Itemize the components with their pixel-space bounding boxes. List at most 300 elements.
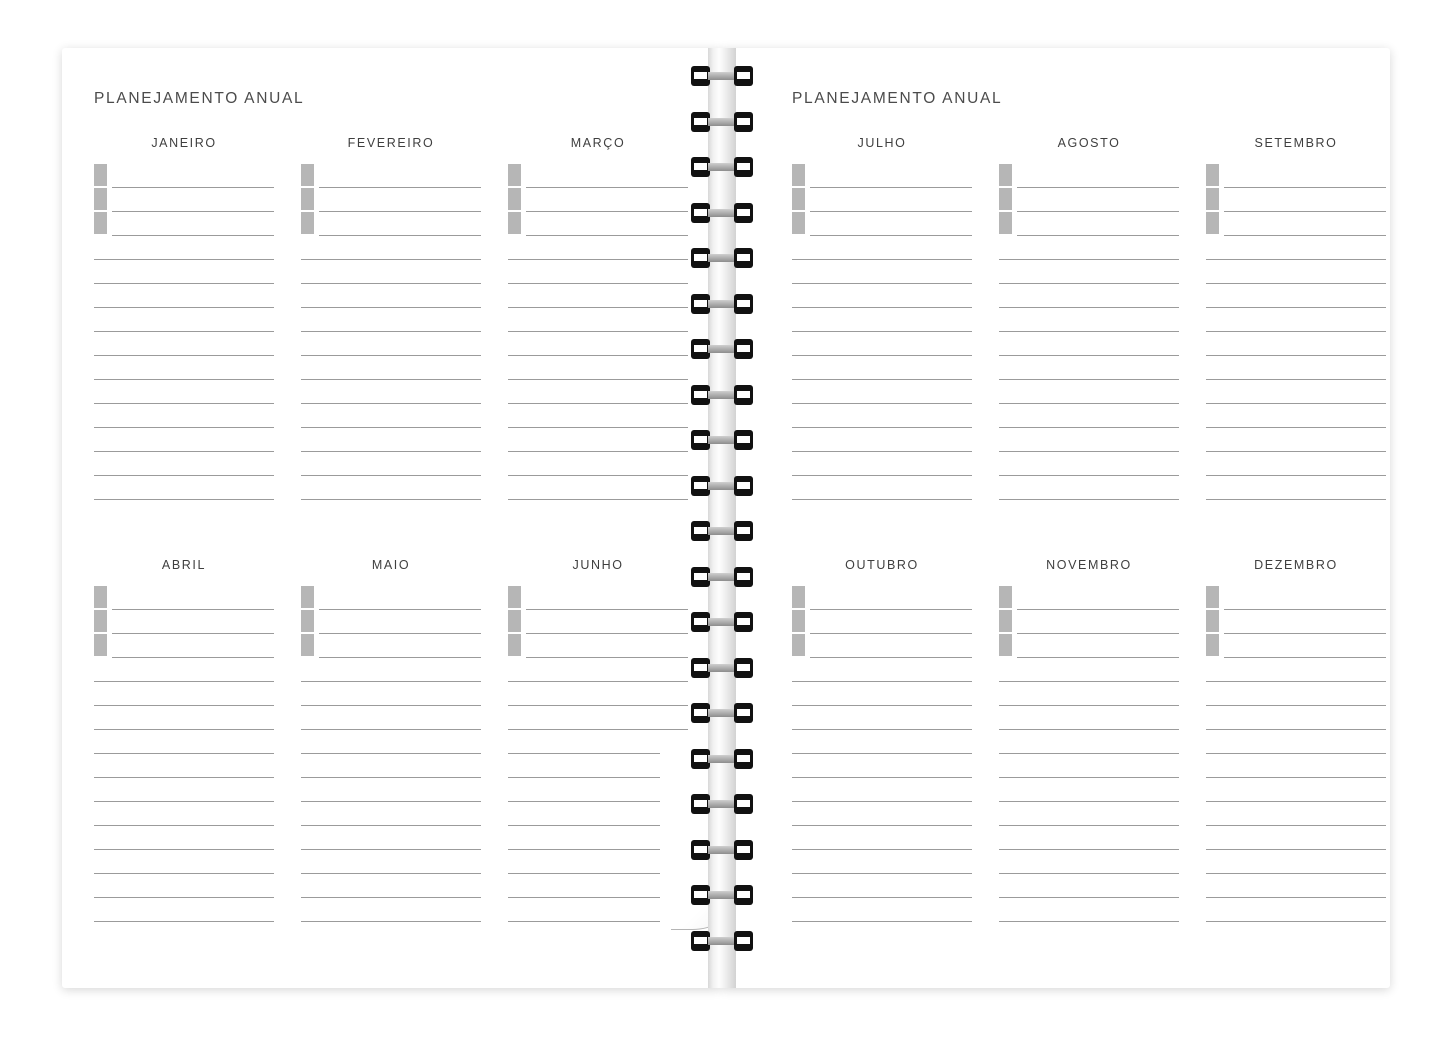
write-line[interactable] (1206, 874, 1386, 898)
month-lines[interactable] (94, 586, 274, 922)
tab-segment (508, 164, 521, 186)
write-line[interactable] (810, 212, 972, 236)
tab-segment (508, 212, 521, 234)
spiral-coil-right (734, 612, 753, 632)
write-line[interactable] (792, 452, 972, 476)
write-line[interactable] (301, 380, 481, 404)
month-tab-block (999, 164, 1012, 236)
spiral-coil (691, 294, 753, 314)
write-line[interactable] (1206, 428, 1386, 452)
write-line[interactable] (94, 706, 274, 730)
spiral-coil-right (734, 385, 753, 405)
tab-segment (94, 634, 107, 656)
write-line[interactable] (94, 826, 274, 850)
write-line[interactable] (112, 212, 274, 236)
spiral-coil (691, 521, 753, 541)
write-line[interactable] (301, 476, 481, 500)
month-row-right-top (792, 136, 1386, 500)
write-line[interactable] (94, 236, 274, 260)
write-line[interactable] (792, 308, 972, 332)
write-line[interactable] (94, 284, 274, 308)
write-line[interactable] (526, 164, 688, 188)
write-line[interactable] (508, 802, 688, 826)
write-line[interactable] (319, 586, 481, 610)
spiral-coil (691, 112, 753, 132)
tab-segment (94, 586, 107, 608)
write-line[interactable] (301, 404, 481, 428)
write-line[interactable] (792, 874, 972, 898)
write-line[interactable] (1206, 356, 1386, 380)
write-line[interactable] (1206, 682, 1386, 706)
spiral-coil (691, 430, 753, 450)
spiral-coil-bar (708, 391, 736, 399)
write-line[interactable] (999, 308, 1179, 332)
write-line[interactable] (1206, 658, 1386, 682)
spiral-coil-bar (708, 482, 736, 490)
write-line[interactable] (1206, 284, 1386, 308)
spiral-coil (691, 203, 753, 223)
write-line[interactable] (792, 236, 972, 260)
spiral-coil-bar (708, 800, 736, 808)
spiral-coil-bar (708, 163, 736, 171)
tab-segment (508, 610, 521, 632)
write-line[interactable] (301, 850, 481, 874)
month-label: JUNHO (572, 558, 624, 572)
month-block-julho (792, 136, 972, 500)
write-line[interactable] (792, 850, 972, 874)
month-tab-block (999, 586, 1012, 658)
spiral-coil-right (734, 521, 753, 541)
tab-segment (508, 188, 521, 210)
write-line[interactable] (999, 332, 1179, 356)
write-line[interactable] (508, 380, 688, 404)
write-line[interactable] (1224, 634, 1386, 658)
write-line[interactable] (792, 730, 972, 754)
spiral-coil (691, 385, 753, 405)
write-line[interactable] (1017, 164, 1179, 188)
write-line[interactable] (792, 802, 972, 826)
tab-segment (1206, 586, 1219, 608)
write-line[interactable] (301, 308, 481, 332)
write-line[interactable] (999, 356, 1179, 380)
month-tab-block (1206, 586, 1219, 658)
write-line[interactable] (792, 778, 972, 802)
spiral-coil (691, 749, 753, 769)
write-line[interactable] (999, 658, 1179, 682)
write-line[interactable] (301, 284, 481, 308)
write-line[interactable] (999, 404, 1179, 428)
spiral-coil-bar (708, 300, 736, 308)
write-line[interactable] (94, 730, 274, 754)
write-line[interactable] (1017, 212, 1179, 236)
spiral-coil (691, 157, 753, 177)
month-tab-block (508, 586, 521, 658)
write-line[interactable] (508, 778, 688, 802)
write-line[interactable] (1206, 260, 1386, 284)
write-line[interactable] (526, 610, 688, 634)
write-line[interactable] (94, 380, 274, 404)
spiral-coil (691, 248, 753, 268)
spiral-coil-right (734, 66, 753, 86)
month-label: MARÇO (570, 136, 626, 150)
tab-segment (792, 212, 805, 234)
tab-segment (1206, 212, 1219, 234)
month-row-right-bottom (792, 558, 1386, 922)
write-line[interactable] (999, 380, 1179, 404)
write-line[interactable] (301, 236, 481, 260)
write-line[interactable] (999, 476, 1179, 500)
spiral-coil-right (734, 658, 753, 678)
spiral-coil-right (734, 840, 753, 860)
tab-segment (999, 164, 1012, 186)
write-line[interactable] (1017, 634, 1179, 658)
spiral-coil-bar (708, 345, 736, 353)
write-line[interactable] (1206, 754, 1386, 778)
write-line[interactable] (810, 586, 972, 610)
spiral-coil-bar (708, 709, 736, 717)
write-line[interactable] (1224, 212, 1386, 236)
month-lines[interactable] (508, 164, 688, 500)
spiral-coil-right (734, 112, 753, 132)
write-line[interactable] (810, 610, 972, 634)
write-line[interactable] (1017, 586, 1179, 610)
write-line[interactable] (1017, 610, 1179, 634)
month-lines[interactable] (94, 164, 274, 500)
write-line[interactable] (94, 260, 274, 284)
write-line[interactable] (301, 682, 481, 706)
month-lines[interactable] (999, 164, 1179, 500)
write-line[interactable] (810, 164, 972, 188)
write-line[interactable] (999, 428, 1179, 452)
write-line[interactable] (999, 706, 1179, 730)
write-line[interactable] (319, 610, 481, 634)
write-line[interactable] (94, 404, 274, 428)
write-line[interactable] (1206, 850, 1386, 874)
write-line[interactable] (508, 428, 688, 452)
tab-segment (508, 586, 521, 608)
spiral-coil (691, 703, 753, 723)
write-line[interactable] (526, 586, 688, 610)
write-line[interactable] (810, 188, 972, 212)
write-line[interactable] (94, 452, 274, 476)
write-line[interactable] (810, 634, 972, 658)
month-block-agosto (999, 136, 1179, 500)
write-line[interactable] (1224, 164, 1386, 188)
write-line[interactable] (1206, 380, 1386, 404)
write-line[interactable] (1206, 332, 1386, 356)
spiral-coil-right (734, 476, 753, 496)
write-line[interactable] (792, 754, 972, 778)
write-line[interactable] (792, 404, 972, 428)
month-label: JULHO (857, 136, 907, 150)
write-line[interactable] (301, 898, 481, 922)
write-line[interactable] (792, 476, 972, 500)
write-line[interactable] (94, 778, 274, 802)
write-line[interactable] (1224, 188, 1386, 212)
write-line[interactable] (508, 874, 688, 898)
month-lines[interactable] (792, 586, 972, 922)
write-line[interactable] (1206, 452, 1386, 476)
spiral-coil (691, 567, 753, 587)
write-line[interactable] (319, 188, 481, 212)
month-block-fevereiro (301, 136, 481, 500)
spiral-coil (691, 476, 753, 496)
write-line[interactable] (792, 658, 972, 682)
month-lines[interactable] (1206, 586, 1386, 922)
write-line[interactable] (301, 452, 481, 476)
tab-segment (999, 188, 1012, 210)
write-line[interactable] (301, 778, 481, 802)
write-line[interactable] (792, 706, 972, 730)
spiral-coil-bar (708, 846, 736, 854)
spiral-coil-bar (708, 937, 736, 945)
write-line[interactable] (999, 452, 1179, 476)
write-line[interactable] (94, 682, 274, 706)
write-line[interactable] (508, 706, 688, 730)
write-line[interactable] (792, 428, 972, 452)
write-line[interactable] (94, 898, 274, 922)
tab-segment (94, 212, 107, 234)
write-line[interactable] (999, 236, 1179, 260)
month-row-left-bottom (94, 558, 688, 922)
write-line[interactable] (999, 898, 1179, 922)
write-line[interactable] (1206, 706, 1386, 730)
tab-segment (1206, 188, 1219, 210)
spiral-coil-right (734, 157, 753, 177)
month-tab-block (94, 586, 107, 658)
month-block-dezembro (1206, 558, 1386, 922)
month-tab-block (792, 164, 805, 236)
write-line[interactable] (1224, 586, 1386, 610)
month-label: ABRIL (161, 558, 207, 572)
month-lines[interactable] (301, 586, 481, 922)
spiral-coil-right (734, 931, 753, 951)
tab-segment (1206, 610, 1219, 632)
write-line[interactable] (999, 260, 1179, 284)
month-label: AGOSTO (1057, 136, 1121, 150)
write-line[interactable] (999, 874, 1179, 898)
month-lines[interactable] (792, 164, 972, 500)
write-line[interactable] (112, 188, 274, 212)
write-line[interactable] (999, 284, 1179, 308)
month-block-abril (94, 558, 274, 922)
write-line[interactable] (508, 236, 688, 260)
month-tab-block (301, 586, 314, 658)
write-line[interactable] (1206, 898, 1386, 922)
write-line[interactable] (94, 308, 274, 332)
month-block-novembro (999, 558, 1179, 922)
write-line[interactable] (792, 284, 972, 308)
spiral-coil-bar (708, 209, 736, 217)
spiral-coil-bar (708, 573, 736, 581)
page-title-left: PLANEJAMENTO ANUAL (94, 90, 305, 107)
spiral-coil-bar (708, 436, 736, 444)
month-tab-block (94, 164, 107, 236)
spiral-coil (691, 612, 753, 632)
spiral-coil-bar (708, 254, 736, 262)
write-line[interactable] (508, 730, 688, 754)
month-label: JANEIRO (151, 136, 217, 150)
write-line[interactable] (94, 874, 274, 898)
write-line[interactable] (319, 212, 481, 236)
tab-segment (94, 188, 107, 210)
write-line[interactable] (94, 356, 274, 380)
spiral-coil-bar (708, 72, 736, 80)
tab-segment (792, 586, 805, 608)
write-line[interactable] (999, 754, 1179, 778)
tab-segment (1206, 634, 1219, 656)
write-line[interactable] (999, 682, 1179, 706)
write-line[interactable] (301, 754, 481, 778)
write-line[interactable] (301, 356, 481, 380)
write-line[interactable] (94, 332, 274, 356)
spiral-coil-right (734, 294, 753, 314)
spiral-coil (691, 658, 753, 678)
write-line[interactable] (1206, 476, 1386, 500)
page-title-right: PLANEJAMENTO ANUAL (792, 90, 1003, 107)
tab-segment (792, 634, 805, 656)
month-lines[interactable] (301, 164, 481, 500)
write-line[interactable] (508, 898, 688, 922)
write-line[interactable] (1224, 610, 1386, 634)
tab-segment (792, 610, 805, 632)
month-tab-block (508, 164, 521, 236)
write-line[interactable] (526, 188, 688, 212)
spiral-coil-bar (708, 891, 736, 899)
write-line[interactable] (508, 452, 688, 476)
write-line[interactable] (94, 754, 274, 778)
month-block-maio (301, 558, 481, 922)
write-line[interactable] (792, 260, 972, 284)
spiral-coil-right (734, 749, 753, 769)
write-line[interactable] (526, 634, 688, 658)
write-line[interactable] (301, 658, 481, 682)
month-lines[interactable] (508, 586, 688, 922)
month-label: MAIO (371, 558, 411, 572)
planner-page-left (62, 48, 720, 988)
write-line[interactable] (1206, 308, 1386, 332)
write-line[interactable] (792, 898, 972, 922)
write-line[interactable] (792, 356, 972, 380)
write-line[interactable] (94, 476, 274, 500)
month-lines[interactable] (1206, 164, 1386, 500)
month-block-junho (508, 558, 688, 922)
tab-segment (1206, 164, 1219, 186)
spiral-coil-right (734, 248, 753, 268)
write-line[interactable] (508, 476, 688, 500)
tab-segment (792, 164, 805, 186)
write-line[interactable] (508, 682, 688, 706)
spiral-coil-bar (708, 755, 736, 763)
write-line[interactable] (792, 826, 972, 850)
spiral-coil-right (734, 703, 753, 723)
tab-segment (301, 212, 314, 234)
write-line[interactable] (301, 730, 481, 754)
write-line[interactable] (301, 428, 481, 452)
spiral-coil-right (734, 339, 753, 359)
write-line[interactable] (792, 682, 972, 706)
write-line[interactable] (301, 706, 481, 730)
month-label: FEVEREIRO (347, 136, 435, 150)
write-line[interactable] (94, 658, 274, 682)
month-tab-block (301, 164, 314, 236)
spiral-coil-right (734, 203, 753, 223)
write-line[interactable] (94, 802, 274, 826)
spiral-coil-right (734, 794, 753, 814)
month-tab-block (1206, 164, 1219, 236)
month-row-left-top (94, 136, 688, 500)
write-line[interactable] (319, 634, 481, 658)
month-lines[interactable] (999, 586, 1179, 922)
write-line[interactable] (112, 586, 274, 610)
write-line[interactable] (999, 730, 1179, 754)
write-line[interactable] (508, 850, 688, 874)
write-line[interactable] (792, 332, 972, 356)
write-line[interactable] (112, 164, 274, 188)
month-label: OUTUBRO (845, 558, 919, 572)
spiral-coil (691, 339, 753, 359)
write-line[interactable] (319, 164, 481, 188)
write-line[interactable] (508, 826, 688, 850)
write-line[interactable] (94, 850, 274, 874)
write-line[interactable] (112, 634, 274, 658)
tab-segment (999, 586, 1012, 608)
tab-segment (508, 634, 521, 656)
write-line[interactable] (508, 332, 688, 356)
write-line[interactable] (301, 260, 481, 284)
write-line[interactable] (94, 428, 274, 452)
write-line[interactable] (1206, 236, 1386, 260)
tab-segment (999, 212, 1012, 234)
write-line[interactable] (508, 658, 688, 682)
write-line[interactable] (1206, 802, 1386, 826)
month-block-outubro (792, 558, 972, 922)
write-line[interactable] (301, 874, 481, 898)
write-line[interactable] (1206, 826, 1386, 850)
write-line[interactable] (301, 332, 481, 356)
write-line[interactable] (1206, 778, 1386, 802)
tab-segment (301, 634, 314, 656)
spiral-coil (691, 794, 753, 814)
write-line[interactable] (999, 826, 1179, 850)
write-line[interactable] (301, 826, 481, 850)
write-line[interactable] (508, 356, 688, 380)
write-line[interactable] (508, 308, 688, 332)
spiral-coil-right (734, 567, 753, 587)
write-line[interactable] (508, 404, 688, 428)
write-line[interactable] (1206, 730, 1386, 754)
tab-segment (999, 610, 1012, 632)
tab-segment (301, 188, 314, 210)
write-line[interactable] (526, 212, 688, 236)
spiral-coil-right (734, 430, 753, 450)
tab-segment (792, 188, 805, 210)
write-line[interactable] (508, 754, 688, 778)
write-line[interactable] (508, 284, 688, 308)
write-line[interactable] (999, 802, 1179, 826)
write-line[interactable] (792, 380, 972, 404)
write-line[interactable] (999, 850, 1179, 874)
write-line[interactable] (1017, 188, 1179, 212)
write-line[interactable] (112, 610, 274, 634)
tab-segment (301, 164, 314, 186)
write-line[interactable] (508, 260, 688, 284)
write-line[interactable] (999, 778, 1179, 802)
tab-segment (94, 164, 107, 186)
tab-segment (301, 586, 314, 608)
write-line[interactable] (301, 802, 481, 826)
write-line[interactable] (1206, 404, 1386, 428)
